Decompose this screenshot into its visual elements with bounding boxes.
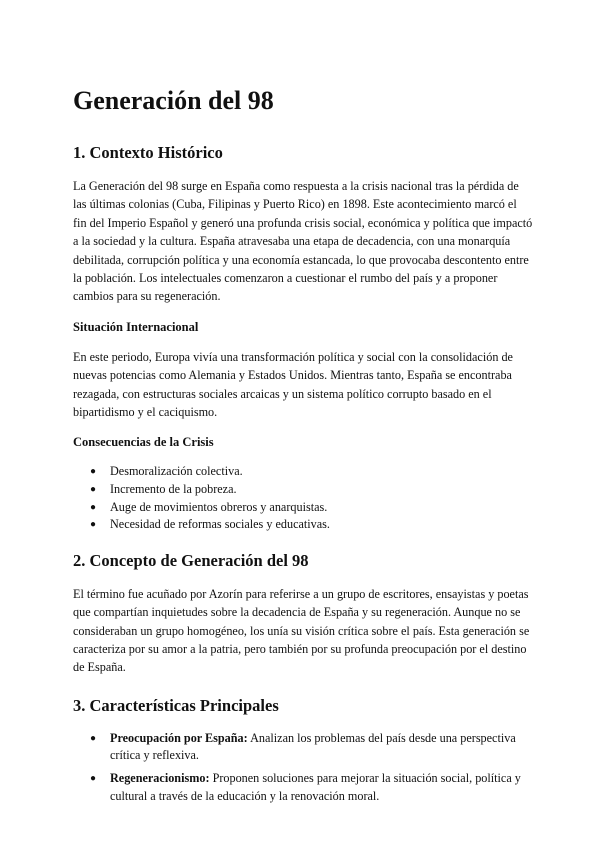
subheading-consecuencias: Consecuencias de la Crisis [73, 435, 214, 450]
list-item-text: Desmoralización colectiva. [110, 464, 243, 479]
section-heading-caracteristicas: 3. Características Principales [73, 695, 279, 715]
section-heading-contexto: 1. Contexto Histórico [73, 143, 223, 162]
section-paragraph-contexto: La Generación del 98 surge en España como respuesta a la crisis nacional tras la pérdida de las últimas colonias (Cuba, Filipinas y Puerto Rico) en 1898. Este acontecimiento marcó el fin del Imperio Español y generó una profunda crisis social, económica y política que impactó a la sociedad y la cultura. España atravesaba una etapa de decadencia, con una monarquía debilitada, corrupción política y una economía estancada, lo que provocaba descontento entre la población. Los intelectuales comenzaron a cuestionar el rumbo del país y a proponer cambios para su regeneración. [73, 179, 533, 304]
list-item-term: Preocupación por España: [110, 730, 248, 745]
document-content [73, 84, 533, 821]
list-item [73, 481, 533, 499]
bullet-icon: ● [90, 519, 97, 531]
list-item-text [110, 730, 533, 765]
bullet-icon: ● [90, 773, 97, 785]
section-heading-concepto: 2. Concepto de Generación del 98 [73, 550, 309, 570]
bullet-icon: ● [90, 732, 97, 744]
bullet-icon: ● [90, 466, 97, 478]
list-item-description: Analizan los problemas del país desde una perspectiva crítica y reflexiva. [110, 730, 516, 763]
list-item-text: Necesidad de reformas sociales y educativas. [110, 517, 330, 532]
section-paragraph-concepto: El término fue acuñado por Azorín para referirse a un grupo de escritores, ensayistas y poetas que compartían inquietudes sobre la decadencia de España y su regeneración. Aunque no se consideraban un grupo homogéneo, los unía su visión crítica sobre el país. Esta generación se caracteriza por su amor a la patria, pero también por su profunda preocupación por el destino de España. [73, 586, 530, 675]
caracteristicas-list [73, 730, 533, 805]
bullet-icon: ● [90, 484, 97, 496]
list-item [73, 463, 533, 481]
document-title: Generación del 98 [73, 86, 274, 115]
paragraph-situacion-internacional: En este periodo, Europa vivía una transformación política y social con la consolidación de nuevas potencias como Alemania y Estados Unidos. Mientras tanto, España se encontraba rezagada, con estructuras sociales arcaicas y un sistema político corrupto basado en el bipartidismo y el caciquismo. [73, 349, 513, 420]
list-item [73, 499, 533, 517]
list-item-text: Auge de movimientos obreros y anarquistas. [110, 499, 328, 514]
list-item-text [110, 770, 533, 805]
consecuencias-list [73, 463, 533, 533]
bullet-icon: ● [90, 501, 97, 513]
list-item [73, 730, 533, 765]
list-item-term: Regeneracionismo: [110, 771, 210, 786]
list-item-description: Proponen soluciones para mejorar la situación social, política y cultural a través de la educación y la renovación moral. [110, 771, 521, 803]
list-item-text: Incremento de la pobreza. [110, 482, 237, 497]
list-item [73, 516, 533, 534]
list-item [73, 770, 533, 805]
subheading-situacion-internacional: Situación Internacional [73, 319, 199, 334]
